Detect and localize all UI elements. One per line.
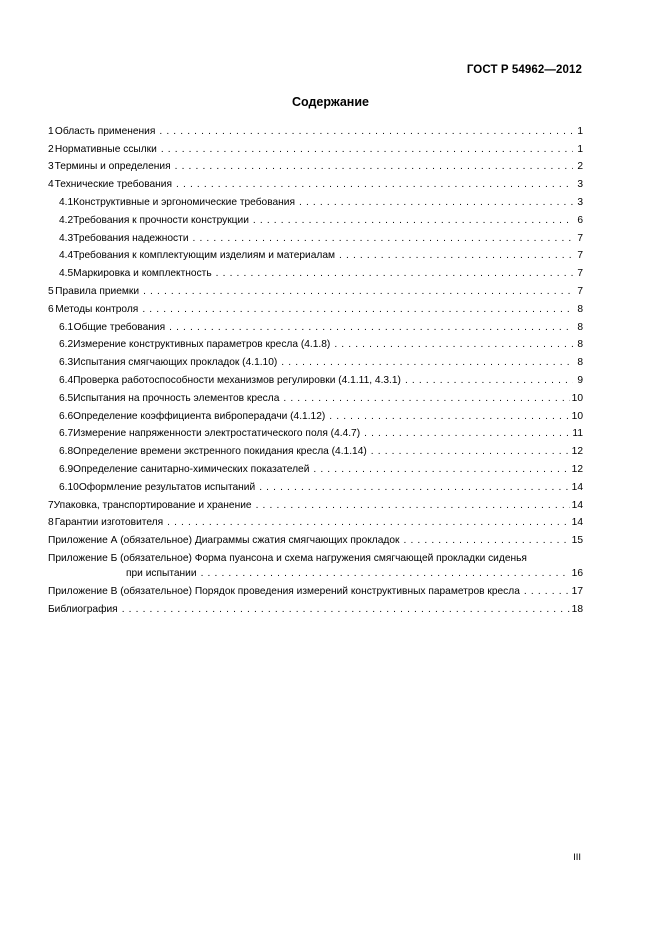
toc-page: 1 xyxy=(577,125,583,137)
toc-page: 3 xyxy=(577,179,583,191)
toc-page: 18 xyxy=(571,603,583,615)
toc-text: Требования к комплектующим изделиям и материалам xyxy=(73,250,336,262)
toc-row-bibliography[interactable] xyxy=(48,598,583,616)
toc-page: 7 xyxy=(577,268,583,280)
toc-page: 14 xyxy=(571,499,583,511)
toc-text: Определение времени экстренного покидания кресла (4.1.14) xyxy=(73,446,367,458)
toc-leader xyxy=(364,428,570,440)
toc-leader xyxy=(371,446,570,458)
toc-leader xyxy=(405,375,573,387)
toc-row[interactable] xyxy=(48,476,583,494)
toc-number: 6.5 xyxy=(59,392,74,404)
toc-row-appendix-a[interactable] xyxy=(48,529,583,547)
toc-page: 7 xyxy=(577,285,583,297)
toc-number: 7 xyxy=(48,499,54,511)
toc-row-appendix-v[interactable] xyxy=(48,580,583,598)
toc-page: 15 xyxy=(571,535,583,547)
toc-row[interactable] xyxy=(48,298,583,316)
toc-leader xyxy=(142,304,573,316)
toc-text: Оформление результатов испытаний xyxy=(78,481,256,493)
toc-text: Измерение конструктивных параметров кресла (4.1.8) xyxy=(73,339,331,351)
toc-number: 6.10 xyxy=(59,481,79,493)
toc-number: 4.4 xyxy=(59,250,74,262)
toc-page: 3 xyxy=(577,196,583,208)
toc-page: 7 xyxy=(577,250,583,262)
toc-leader xyxy=(299,197,573,209)
toc-leader xyxy=(283,393,569,405)
toc-row[interactable] xyxy=(48,156,583,174)
toc-number: 6.9 xyxy=(59,463,74,475)
toc-page: 8 xyxy=(577,339,583,351)
toc-leader xyxy=(334,339,573,351)
toc-leader xyxy=(313,464,569,476)
toc-row[interactable] xyxy=(48,280,583,298)
toc-text: Общие требования xyxy=(73,321,166,333)
toc-page: 12 xyxy=(571,446,583,458)
table-of-contents xyxy=(48,120,583,616)
toc-leader xyxy=(167,517,570,529)
toc-page: 11 xyxy=(572,428,583,440)
toc-text: Библиография xyxy=(48,603,118,615)
toc-number: 5 xyxy=(48,285,54,297)
toc-number: 2 xyxy=(48,143,54,155)
toc-row[interactable] xyxy=(48,191,583,209)
toc-page: 8 xyxy=(577,303,583,315)
toc-number: 4 xyxy=(48,179,54,191)
toc-row[interactable] xyxy=(48,387,583,405)
toc-row[interactable] xyxy=(48,494,583,512)
toc-leader xyxy=(404,535,570,547)
toc-number: 6 xyxy=(48,303,54,315)
toc-leader xyxy=(122,604,570,616)
toc-text: Испытания на прочность элементов кресла xyxy=(73,392,280,404)
toc-number: 4.5 xyxy=(59,268,74,280)
toc-text: Требования к прочности конструкции xyxy=(73,214,249,226)
toc-row[interactable] xyxy=(48,334,583,352)
toc-text: Проверка работоспособности механизмов регулировки (4.1.11, 4.3.1) xyxy=(73,374,401,386)
toc-text: Определение коэффициента виброперадачи (4.1.12) xyxy=(73,410,326,422)
toc-row[interactable] xyxy=(48,405,583,423)
toc-row[interactable] xyxy=(48,512,583,530)
toc-number: 6.6 xyxy=(59,410,74,422)
toc-row[interactable] xyxy=(48,227,583,245)
toc-page: 8 xyxy=(577,357,583,369)
toc-text: Определение санитарно-химических показателей xyxy=(73,463,310,475)
toc-leader xyxy=(201,568,570,580)
toc-row[interactable] xyxy=(48,209,583,227)
toc-text: Приложение А (обязательное) Диаграммы сжатия смягчающих прокладок xyxy=(48,535,400,547)
toc-text: Приложение В (обязательное) Порядок проведения измерений конструктивных параметров кресла xyxy=(48,585,520,597)
toc-page: 6 xyxy=(577,214,583,226)
toc-number: 6.2 xyxy=(59,339,74,351)
toc-leader xyxy=(176,179,573,191)
toc-leader xyxy=(339,250,573,262)
toc-row[interactable] xyxy=(48,351,583,369)
toc-text: Правила приемки xyxy=(55,285,140,297)
toc-row-appendix-b[interactable] xyxy=(48,547,583,580)
toc-text: Технические требования xyxy=(54,179,173,191)
toc-leader xyxy=(161,144,573,156)
toc-leader xyxy=(329,411,569,423)
toc-number: 6.1 xyxy=(59,321,74,333)
toc-page: 2 xyxy=(577,161,583,173)
toc-number: 6.4 xyxy=(59,374,74,386)
toc-text: Нормативные ссылки xyxy=(54,143,157,155)
toc-page: 14 xyxy=(571,481,583,493)
toc-page: 12 xyxy=(571,463,583,475)
toc-leader xyxy=(193,233,573,245)
toc-leader xyxy=(524,586,570,598)
toc-number: 1 xyxy=(48,125,54,137)
page-title: Содержание xyxy=(291,95,369,109)
toc-row[interactable] xyxy=(48,138,583,156)
document-header: ГОСТ Р 54962—2012 xyxy=(466,64,582,76)
toc-text: Приложение Б (обязательное) Форма пуансона и схема нагружения смягчающей прокладки сиденья xyxy=(48,553,527,565)
toc-leader xyxy=(175,161,573,173)
toc-row[interactable] xyxy=(48,440,583,458)
toc-page: 10 xyxy=(571,410,583,422)
toc-text-continuation: при испытании xyxy=(126,568,197,580)
toc-row[interactable] xyxy=(48,173,583,191)
toc-leader xyxy=(143,286,573,298)
toc-page: 7 xyxy=(577,232,583,244)
toc-row[interactable] xyxy=(48,316,583,334)
toc-text: Методы контроля xyxy=(55,303,139,315)
toc-number: 6.7 xyxy=(59,428,74,440)
toc-number: 4.2 xyxy=(59,214,74,226)
toc-page: 9 xyxy=(577,374,583,386)
toc-page: 8 xyxy=(577,321,583,333)
toc-text: Упаковка, транспортирование и хранение xyxy=(53,499,252,511)
toc-leader xyxy=(253,215,573,227)
toc-number: 8 xyxy=(48,517,54,529)
toc-leader xyxy=(256,500,570,512)
toc-number: 4.1 xyxy=(59,196,74,208)
toc-leader xyxy=(159,126,573,138)
toc-text: Маркировка и комплектность xyxy=(73,268,212,280)
toc-page: 14 xyxy=(571,517,583,529)
toc-page: 10 xyxy=(571,392,583,404)
toc-leader xyxy=(259,482,569,494)
toc-page: 1 xyxy=(577,143,583,155)
toc-row[interactable] xyxy=(48,423,583,441)
toc-text: Требования надежности xyxy=(73,232,189,244)
toc-leader xyxy=(281,357,573,369)
toc-number: 6.8 xyxy=(59,446,74,458)
toc-text: Гарантии изготовителя xyxy=(54,517,164,529)
toc-number: 4.3 xyxy=(59,232,74,244)
toc-number: 3 xyxy=(48,161,54,173)
toc-text: Область применения xyxy=(54,125,156,137)
toc-text: Измерение напряженности электростатического поля (4.4.7) xyxy=(73,428,361,440)
page-number: III xyxy=(573,852,581,863)
toc-leader xyxy=(169,322,573,334)
toc-text: Термины и определения xyxy=(54,161,171,173)
toc-number: 6.3 xyxy=(59,357,74,369)
toc-row[interactable] xyxy=(48,120,583,138)
toc-text: Конструктивные и эргономические требования xyxy=(73,196,296,208)
toc-row[interactable] xyxy=(48,369,583,387)
toc-page: 17 xyxy=(571,585,583,597)
toc-page: 16 xyxy=(571,568,583,580)
toc-row[interactable] xyxy=(48,245,583,263)
toc-text: Испытания смягчающих прокладок (4.1.10) xyxy=(73,357,278,369)
toc-leader xyxy=(216,268,573,280)
toc-row[interactable] xyxy=(48,262,583,280)
toc-row[interactable] xyxy=(48,458,583,476)
